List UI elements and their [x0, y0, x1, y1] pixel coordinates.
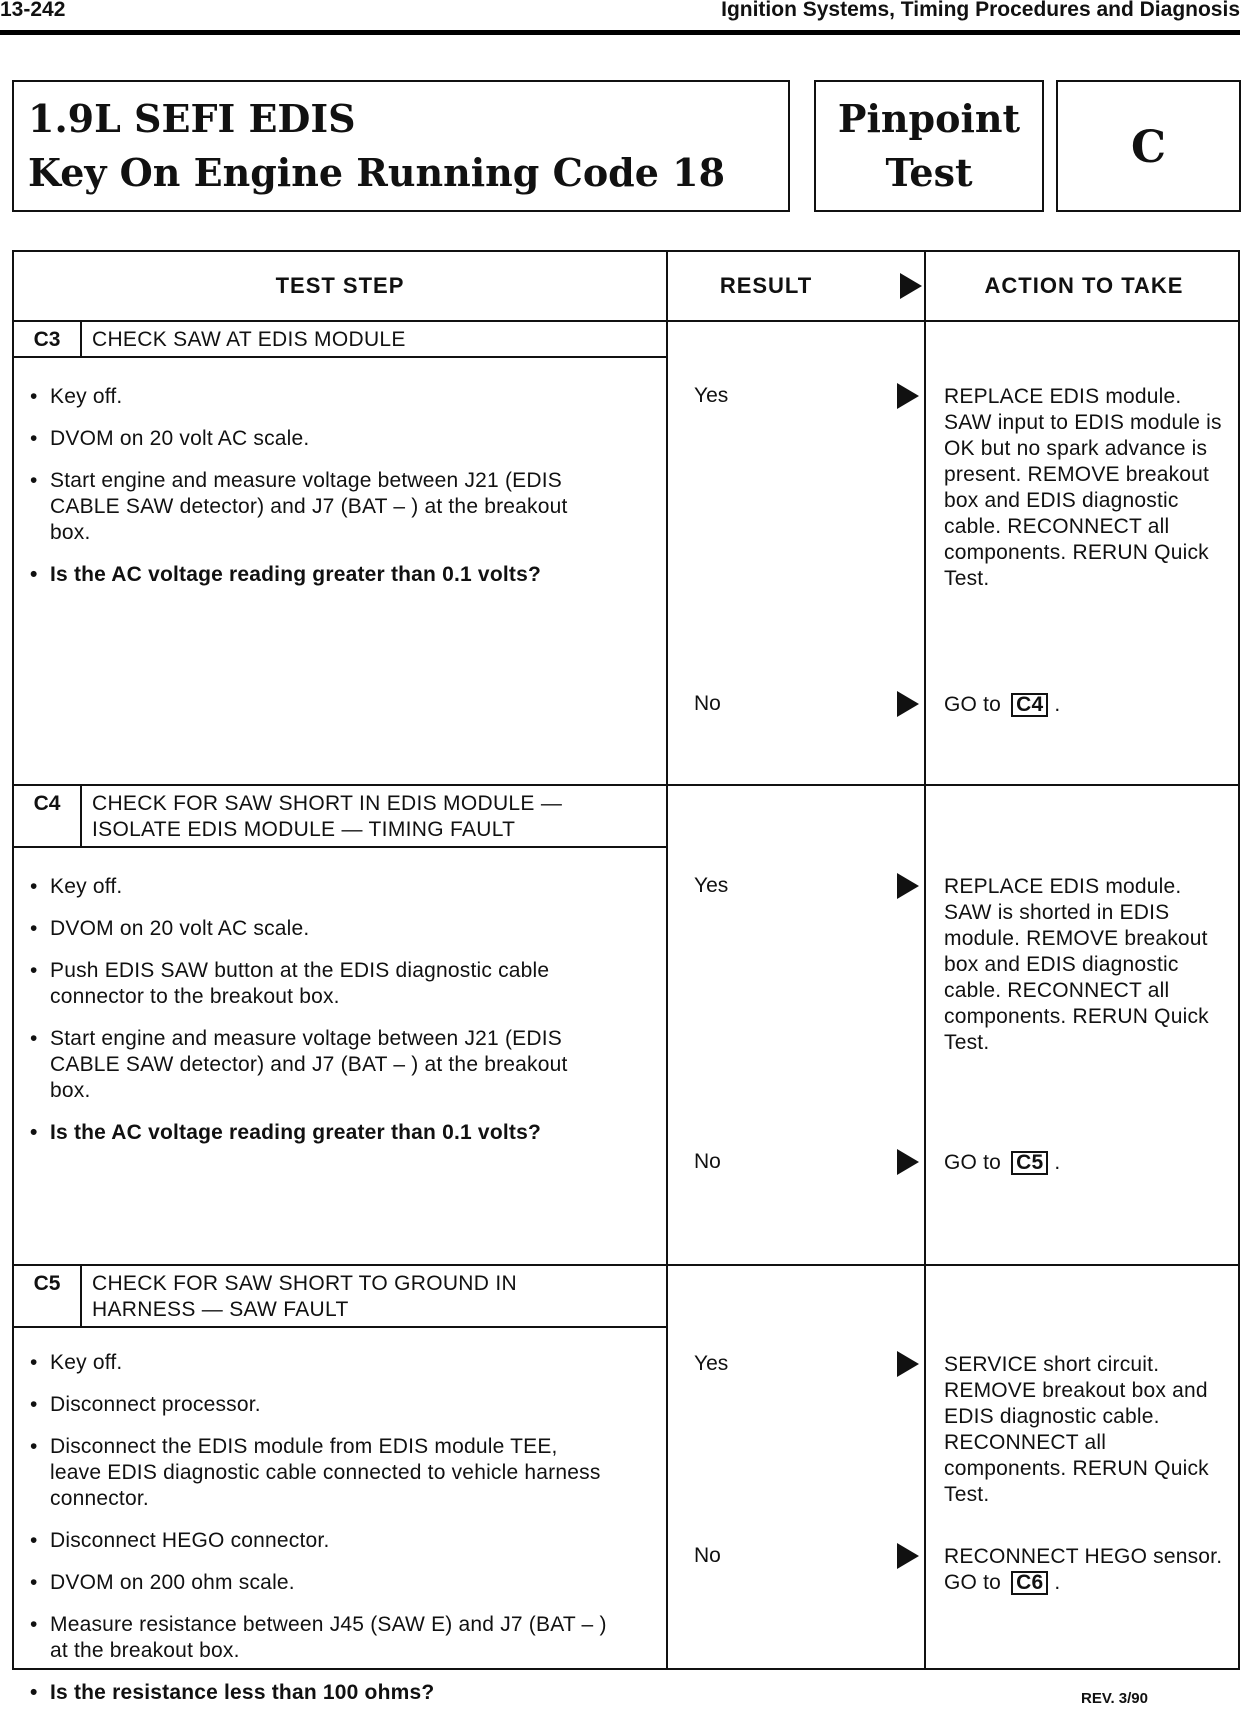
action-no-text: GO to: [944, 693, 1002, 716]
step-ref-c6[interactable]: C6: [1011, 1571, 1048, 1595]
no-arrow-icon: [897, 1149, 919, 1175]
running-title: Ignition Systems, Timing Procedures and Diagnosis: [721, 0, 1240, 21]
result-no: No: [694, 1150, 721, 1173]
action-yes: REPLACE EDIS module. SAW input to EDIS module is OK but no spark advance is present. REMOVE breakout box and EDIS diagnostic cable. RECONNECT all components. RERUN Quick Test.: [944, 385, 1222, 590]
step-header-c5: [14, 1266, 666, 1328]
step-code: C5: [14, 1266, 82, 1326]
step-title: CHECK FOR SAW SHORT IN EDIS MODULE — ISOLATE EDIS MODULE — TIMING FAULT: [92, 792, 563, 841]
result-yes: Yes: [694, 384, 729, 407]
instruction-item: • Disconnect the EDIS module from EDIS module TEE, leave EDIS diagnostic cable connected to vehicle harness connector.: [28, 1434, 648, 1512]
step-title: CHECK SAW AT EDIS MODULE: [92, 328, 406, 351]
action-no-suffix: .: [1054, 1151, 1061, 1174]
action-no-suffix: .: [1054, 693, 1061, 716]
step-instructions-c4: [28, 874, 648, 1162]
no-arrow-icon: [897, 1543, 919, 1569]
instruction-item: • Measure resistance between J45 (SAW E) and J7 (BAT – ) at the breakout box.: [28, 1612, 648, 1664]
running-header: [0, 0, 1240, 30]
step-header-c3: [14, 322, 666, 358]
question-item: • Is the resistance less than 100 ohms?: [28, 1680, 648, 1706]
step-code: C4: [14, 786, 82, 846]
instruction-item: • Key off.: [28, 384, 648, 410]
title-line-1: 1.9L SEFI EDIS: [28, 96, 356, 141]
header-rule: [0, 30, 1240, 35]
no-arrow-icon: [897, 691, 919, 717]
yes-arrow-icon: [897, 383, 919, 409]
title-box: [12, 80, 790, 212]
yes-arrow-icon: [897, 873, 919, 899]
col-action: ACTION TO TAKE: [984, 273, 1184, 298]
action-no: [944, 1544, 1229, 1596]
revision-note: REV. 3/90: [1081, 1690, 1148, 1707]
step-instructions-c5: [28, 1350, 648, 1722]
step-header-c4: [14, 786, 666, 848]
step-ref-c5[interactable]: C5: [1011, 1151, 1048, 1175]
instruction-item: • DVOM on 20 volt AC scale.: [28, 916, 648, 942]
pinpoint-line-1: Pinpoint: [837, 96, 1021, 141]
question-item: • Is the AC voltage reading greater than 0.1 volts?: [28, 1120, 648, 1146]
action-no-suffix: .: [1054, 1571, 1061, 1594]
instruction-item: • Key off.: [28, 1350, 648, 1376]
instruction-item: • Start engine and measure voltage between J21 (EDIS CABLE SAW detector) and J7 (BAT – ) at the breakout box.: [28, 1026, 648, 1104]
instruction-item: • Push EDIS SAW button at the EDIS diagnostic cable connector to the breakout box.: [28, 958, 648, 1010]
action-no: [944, 692, 1229, 718]
step-title: CHECK FOR SAW SHORT TO GROUND IN HARNESS — SAW FAULT: [92, 1272, 517, 1321]
action-no-text: RECONNECT HEGO sensor. GO to: [944, 1545, 1223, 1594]
question-item: • Is the AC voltage reading greater than 0.1 volts?: [28, 562, 648, 588]
page-number: 13-242: [0, 0, 66, 21]
col-test-step: TEST STEP: [275, 273, 405, 298]
result-no: No: [694, 692, 721, 715]
test-letter: C: [1130, 122, 1167, 173]
yes-arrow-icon: [897, 1351, 919, 1377]
pinpoint-box: [814, 80, 1044, 212]
column-divider-result: [666, 252, 668, 1668]
instruction-item: • Disconnect processor.: [28, 1392, 648, 1418]
step-ref-c4[interactable]: C4: [1011, 693, 1048, 717]
test-letter-box: [1056, 80, 1241, 212]
step-instructions-c3: [28, 384, 648, 604]
result-yes: Yes: [694, 1352, 729, 1375]
action-yes: SERVICE short circuit. REMOVE breakout box and EDIS diagnostic cable. RECONNECT all components. RERUN Quick Test.: [944, 1353, 1209, 1506]
column-divider-action: [924, 252, 926, 1668]
pinpoint-line-2: Test: [885, 150, 973, 195]
action-yes: REPLACE EDIS module. SAW is shorted in EDIS module. REMOVE breakout box and EDIS diagnostic cable. RECONNECT all components. RERUN Quick Test.: [944, 875, 1209, 1054]
instruction-item: • DVOM on 20 volt AC scale.: [28, 426, 648, 452]
result-no: No: [694, 1544, 721, 1567]
instruction-item: • Key off.: [28, 874, 648, 900]
instruction-item: • DVOM on 200 ohm scale.: [28, 1570, 648, 1596]
col-result: RESULT: [719, 273, 813, 298]
title-line-2: Key On Engine Running Code 18: [28, 150, 726, 195]
instruction-item: • Start engine and measure voltage between J21 (EDIS CABLE SAW detector) and J7 (BAT – ) at the breakout box.: [28, 468, 648, 546]
step-code: C3: [14, 322, 82, 356]
result-arrow-icon: [900, 273, 922, 299]
instruction-item: • Disconnect HEGO connector.: [28, 1528, 648, 1554]
action-no: [944, 1150, 1229, 1176]
action-no-text: GO to: [944, 1151, 1002, 1174]
result-yes: Yes: [694, 874, 729, 897]
